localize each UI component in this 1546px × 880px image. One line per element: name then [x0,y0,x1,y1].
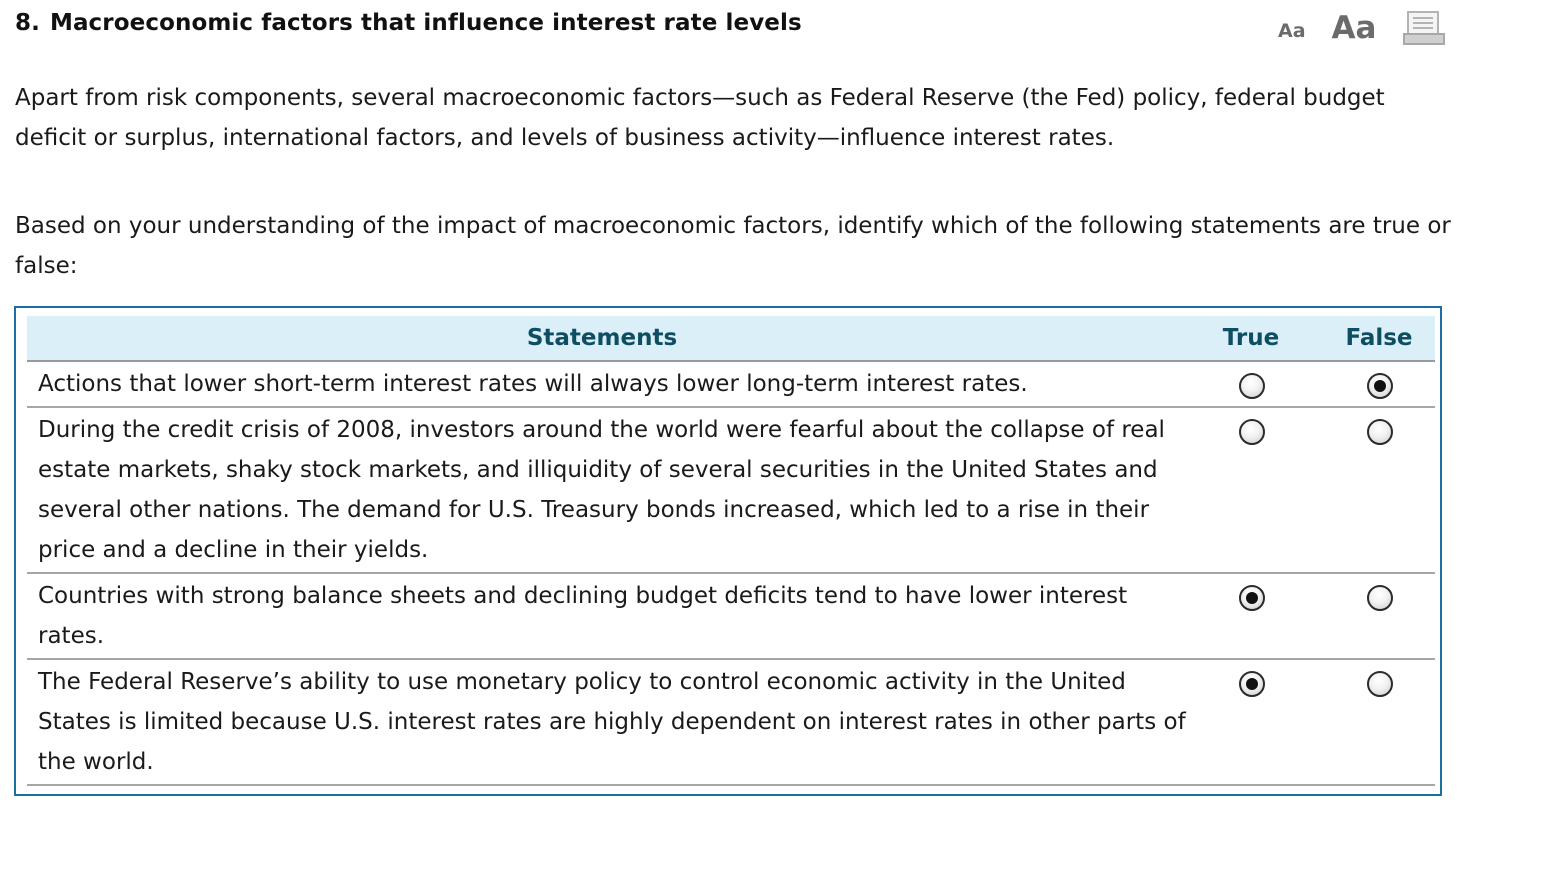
statements-table [14,306,1442,796]
false-radio[interactable] [1367,373,1393,399]
statements-column-header: Statements [526,325,678,351]
radio-dot [1246,592,1258,604]
question-title: Macroeconomic factors that influence interest rate levels [49,10,802,36]
intro-paragraph: Apart from risk components, several macroeconomic factors—such as Federal Reserve (the Fed) policy, federal budget deficit or surplus, international factors, and levels of business activity—influence interest rates. [15,85,1385,151]
radio-dot [1246,678,1258,690]
false-radio[interactable] [1367,419,1393,445]
text-toolbar [1278,8,1446,48]
statement-text: The Federal Reserve’s ability to use monetary policy to control economic activity in the United States is limited because U.S. interest rates are highly dependent on interest rates in other parts of the world. [38,669,1186,775]
true-radio[interactable] [1239,671,1265,697]
table-row [27,408,1435,574]
instructions-paragraph: Based on your understanding of the impact of macroeconomic factors, identify which of the following statements are true or false: [15,213,1451,279]
table-row [27,660,1435,786]
true-radio[interactable] [1239,585,1265,611]
question-number: 8. [15,10,40,36]
false-radio[interactable] [1367,585,1393,611]
statement-text: Countries with strong balance sheets and declining budget deficits tend to have lower interest rates. [38,583,1128,649]
false-column-header: False [1345,325,1413,351]
table-header [27,316,1435,362]
true-radio[interactable] [1239,373,1265,399]
table-row [27,574,1435,660]
statement-text: Actions that lower short-term interest rates will always lower long-term interest rates. [38,371,1028,397]
print-icon[interactable] [1402,10,1446,46]
true-radio[interactable] [1239,419,1265,445]
true-column-header: True [1222,325,1280,351]
false-radio[interactable] [1367,671,1393,697]
statement-text: During the credit crisis of 2008, investors around the world were fearful about the collapse of real estate markets, shaky stock markets, and illiquidity of several securities in the United States and several other nations. The demand for U.S. Treasury bonds increased, which led to a rise in their price and a decline in their yields. [38,417,1165,563]
decrease-font-button[interactable]: Aa [1278,20,1306,42]
table-row [27,362,1435,408]
question-header [15,10,802,36]
radio-dot [1374,380,1386,392]
increase-font-button[interactable]: Aa [1331,10,1377,46]
